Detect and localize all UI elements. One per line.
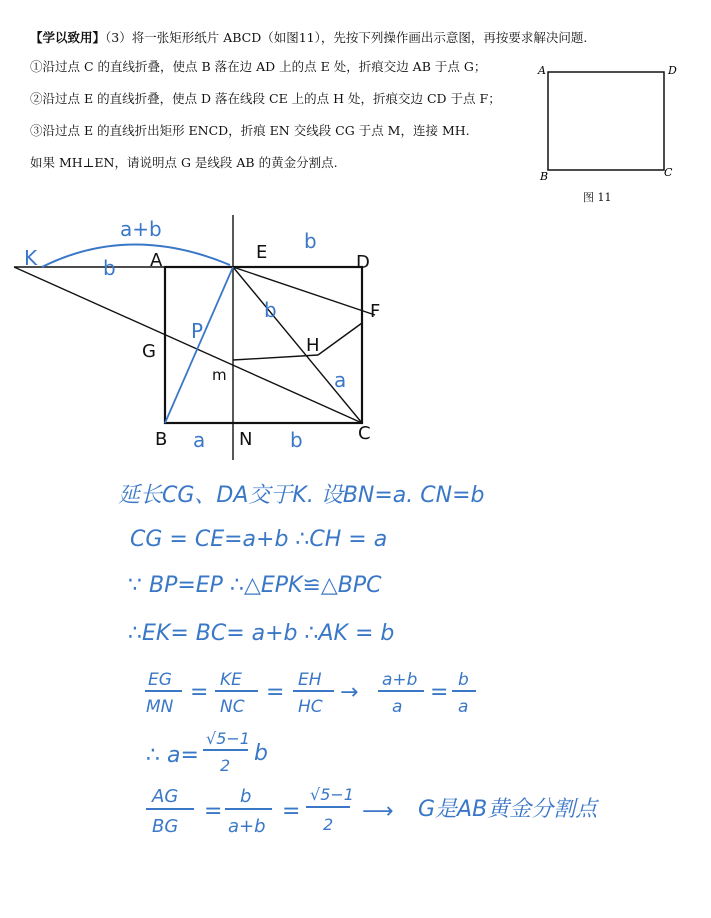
step-2: ②沿过点 E 的直线折叠，使点 D 落在线段 CE 上的点 H 处，折痕交边 CD 于点 F； — [30, 91, 501, 106]
point-f: F — [370, 301, 381, 322]
solution-line-3: ∵ BP=EP ∴△EPK≌△BPC — [128, 573, 382, 598]
svg-text:=: = — [282, 799, 301, 824]
step-1: ①沿过点 C 的直线折叠，使点 B 落在边 AD 上的点 E 处，折痕交边 AB 于点 G； — [30, 59, 487, 74]
problem-intro — [30, 30, 588, 46]
question-text: 如果 MH⊥EN，请说明点 G 是线段 AB 的黄金分割点. — [30, 155, 338, 170]
final-frac2-den: a+b — [228, 816, 266, 837]
solution-line-4: ∴EK= BC= a+b ∴AK = b — [128, 621, 395, 646]
point-b: B — [155, 429, 168, 450]
intro-text: （3）将一张矩形纸片 ABCD（如图11），先按下列操作画出示意图，再按要求解决问题. — [105, 30, 588, 45]
svg-text:=: = — [430, 680, 449, 705]
point-d: D — [356, 252, 370, 273]
handwritten-solution — [0, 460, 711, 910]
result-lhs: ∴ a= — [146, 743, 199, 768]
final-frac2-num: b — [240, 786, 252, 807]
point-m: m — [212, 366, 227, 384]
final-frac3-den: 2 — [323, 815, 334, 834]
line-ef — [233, 267, 375, 315]
frac5-den: a — [458, 697, 469, 717]
result-num: √5−1 — [206, 729, 250, 748]
final-conclusion: G是AB黄金分割点 — [418, 797, 598, 822]
point-p: P — [191, 319, 204, 343]
frac5-num: b — [458, 670, 469, 690]
fig11-label-b: B — [540, 170, 549, 183]
final-equation — [146, 785, 599, 837]
frac4-den: a — [392, 697, 403, 717]
solution-line-1: 延长CG、DA交于K. 设BN=a. CN=b — [118, 483, 485, 508]
problem-statement — [30, 30, 588, 187]
frac3-num: EH — [298, 670, 322, 690]
point-a: A — [150, 250, 163, 271]
figure-11-caption: 图 11 — [583, 191, 612, 204]
svg-text:=: = — [266, 680, 285, 705]
fold-sketch — [0, 205, 420, 465]
final-frac1-num: AG — [152, 786, 179, 807]
frac4-num: a+b — [382, 670, 418, 690]
result-b: b — [254, 741, 268, 766]
figure-11 — [530, 60, 680, 185]
fig11-label-a: A — [538, 64, 546, 77]
point-g: G — [142, 341, 156, 362]
point-k: K — [24, 246, 38, 270]
final-frac3-num: √5−1 — [310, 785, 354, 804]
result-equation — [146, 729, 268, 775]
fig11-label-c: C — [664, 166, 673, 179]
annotation-eh-b: b — [264, 298, 277, 322]
svg-text:=: = — [204, 799, 223, 824]
line-hf — [318, 323, 362, 355]
annotation-ka-b: b — [103, 256, 116, 280]
svg-text:→: → — [340, 680, 359, 705]
arc-k-to-e — [42, 244, 230, 267]
solution-line-2: CG = CE=a+b ∴CH = a — [130, 527, 388, 552]
frac1-num: EG — [148, 670, 172, 690]
ratio-equation-1 — [145, 670, 476, 717]
annotation-ed-b: b — [304, 229, 317, 253]
result-den: 2 — [220, 756, 231, 775]
frac3-den: HC — [298, 697, 323, 717]
step-3: ③沿过点 E 的直线折出矩形 ENCD，折痕 EN 交线段 CG 于点 M，连接 MH. — [30, 123, 470, 138]
point-h: H — [306, 335, 320, 356]
annotation-arc-a-plus-b: a+b — [120, 217, 162, 241]
point-e: E — [256, 242, 268, 263]
svg-text:⟶: ⟶ — [362, 799, 394, 824]
annotation-hc-a: a — [334, 368, 347, 392]
annotation-bn-a: a — [193, 428, 206, 452]
point-c: C — [358, 423, 371, 444]
final-frac1-den: BG — [152, 816, 179, 837]
point-n: N — [239, 429, 253, 450]
line-ec — [233, 267, 362, 423]
line-be — [165, 267, 233, 423]
frac2-den: NC — [220, 697, 245, 717]
svg-text:=: = — [190, 680, 209, 705]
fig11-label-d: D — [668, 64, 677, 77]
problem-tag: 【学以致用】 — [30, 30, 106, 45]
frac1-den: MN — [146, 697, 174, 717]
rectangle-abcd — [548, 72, 664, 170]
annotation-nc-b: b — [290, 428, 303, 452]
frac2-num: KE — [220, 670, 242, 690]
